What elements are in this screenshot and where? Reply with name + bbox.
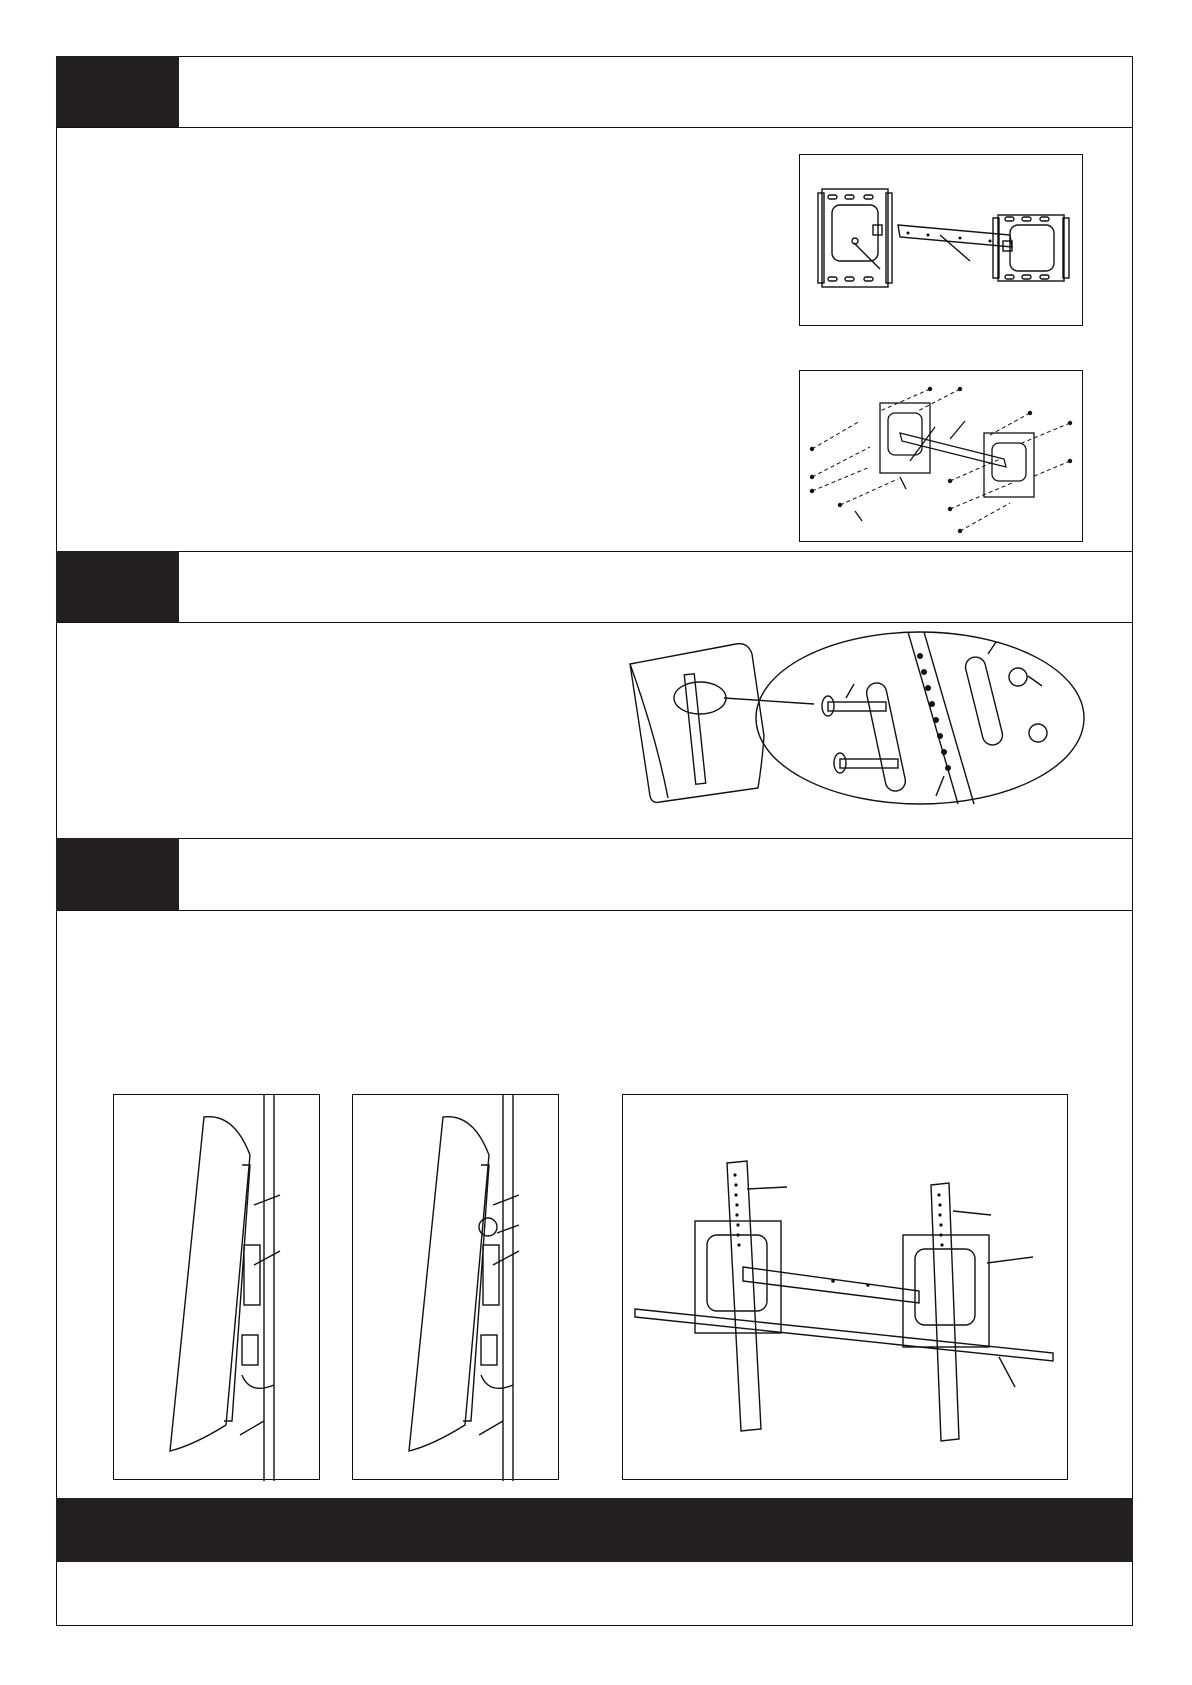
figure-mount-front-assembly xyxy=(622,1094,1068,1480)
step-2-top-rule xyxy=(56,551,1133,552)
step-2-header-rule xyxy=(56,622,1133,623)
figure-tv-side-view xyxy=(113,1094,320,1480)
tv-side-view-safety-icon xyxy=(353,1095,560,1481)
step-3-header-rule xyxy=(56,910,1133,911)
figure-wall-plates xyxy=(799,154,1083,326)
step-1-header-rule xyxy=(56,127,1133,128)
tv-side-view-icon xyxy=(114,1095,321,1481)
figure-tv-side-view-safety xyxy=(352,1094,559,1480)
footer-band xyxy=(56,1498,1133,1562)
wall-plates-and-arm-icon xyxy=(800,155,1084,327)
step-1-tab xyxy=(56,56,179,128)
figure-plates-exploded xyxy=(799,370,1083,542)
step-2-tab xyxy=(56,551,179,623)
tv-bracket-bolt-detail-icon xyxy=(628,626,1088,816)
step-3-top-rule xyxy=(56,838,1133,839)
mount-front-assembly-icon xyxy=(623,1095,1069,1481)
step-3-tab xyxy=(56,838,179,910)
wall-plates-exploded-screws-icon xyxy=(800,371,1084,543)
